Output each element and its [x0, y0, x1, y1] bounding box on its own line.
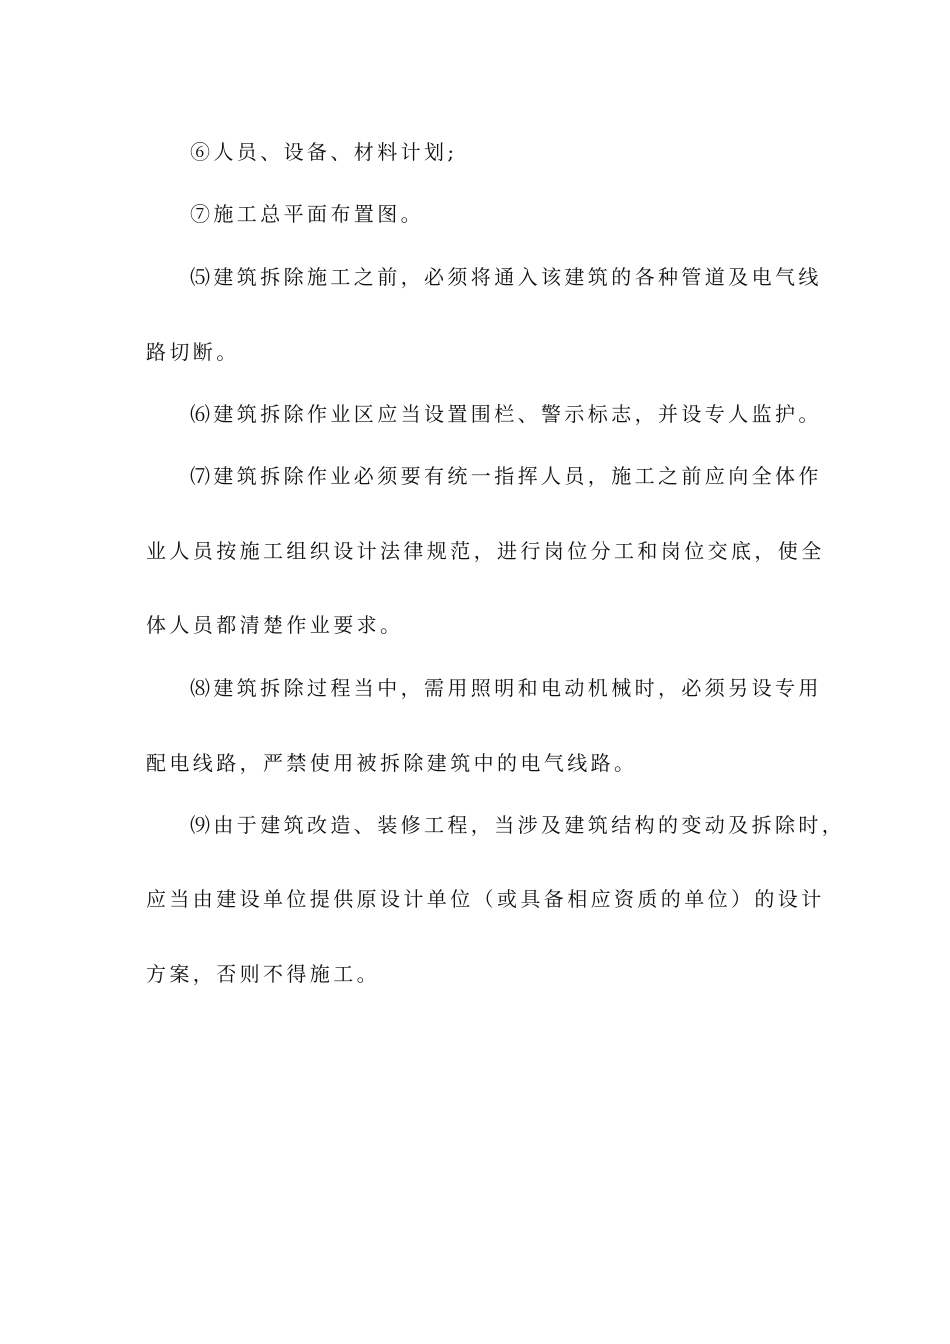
paragraph-9-line-1: ⑼由于建筑改造、装修工程，当涉及建筑结构的变动及拆除时， [190, 813, 846, 837]
paragraph-7-line-3: 体人员都清楚作业要求。 [146, 613, 404, 637]
paragraph-9-line-2: 应当由建设单位提供原设计单位（或具备相应资质的单位）的设计 [146, 887, 825, 911]
paragraph-9-line-3: 方案，否则不得施工。 [146, 962, 380, 986]
list-item-6: ⑥人员、设备、材料计划; [190, 140, 458, 164]
paragraph-7-line-1: ⑺建筑拆除作业必须要有统一指挥人员，施工之前应向全体作 [190, 464, 822, 488]
paragraph-8-line-2: 配电线路，严禁使用被拆除建筑中的电气线路。 [146, 751, 638, 775]
paragraph-8-line-1: ⑻建筑拆除过程当中，需用照明和电动机械时，必须另设专用 [190, 676, 822, 700]
paragraph-7-line-2: 业人员按施工组织设计法律规范，进行岗位分工和岗位交底，使全 [146, 539, 825, 563]
paragraph-5-line-2: 路切断。 [146, 340, 240, 364]
paragraph-5-line-1: ⑸建筑拆除施工之前，必须将通入该建筑的各种管道及电气线 [190, 265, 822, 289]
list-item-7: ⑦施工总平面布置图。 [190, 202, 424, 226]
paragraph-6-line-1: ⑹建筑拆除作业区应当设置围栏、警示标志，并设专人监护。 [190, 402, 822, 426]
